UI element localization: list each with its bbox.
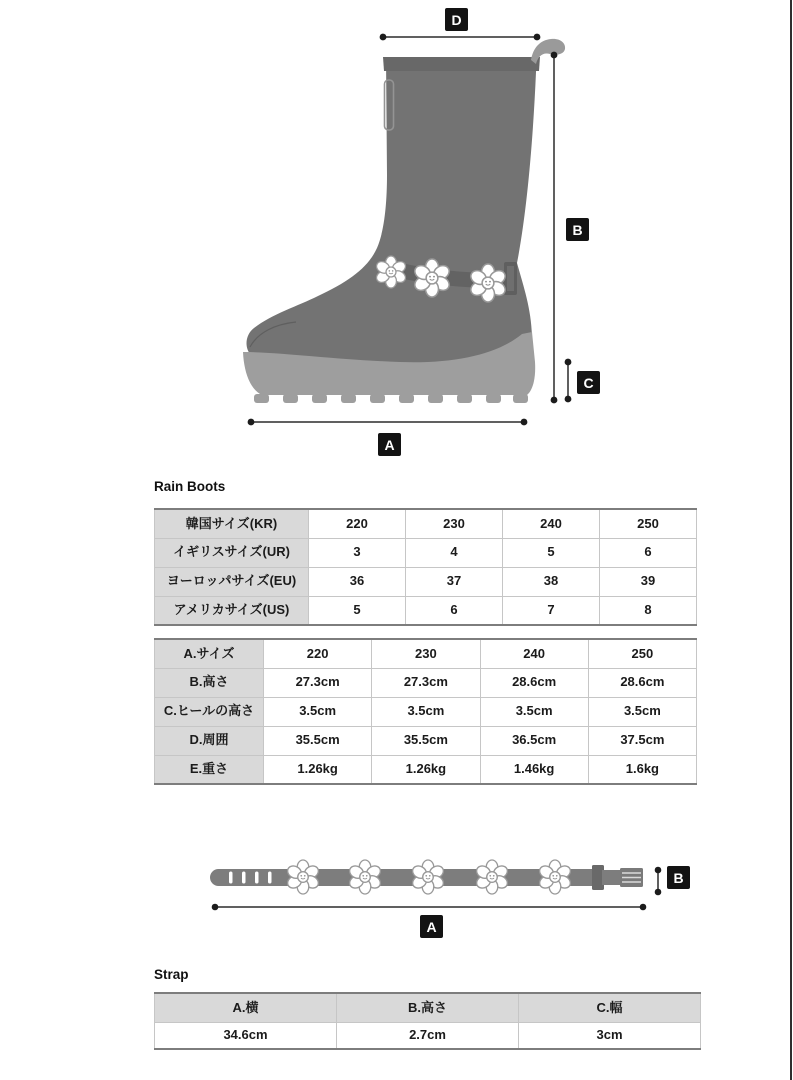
daisy-flower-icon [410, 860, 445, 894]
daisy-flower-icon [537, 860, 572, 894]
table-row [155, 1022, 701, 1049]
dim-label-b: B [566, 218, 589, 241]
column-header: C.幅 [519, 993, 701, 1022]
row-header: A.サイズ [155, 639, 264, 668]
dim-label-a: A [378, 433, 401, 456]
table-row [155, 538, 697, 567]
daisy-flower-icon [474, 860, 509, 894]
cell: 230 [372, 639, 480, 668]
cell: 1.26kg [372, 755, 480, 784]
table-row [155, 596, 697, 625]
cell: 28.6cm [588, 668, 696, 697]
rain-boots-section [154, 478, 697, 785]
cell: 37.5cm [588, 726, 696, 755]
table-header-row [155, 993, 701, 1022]
cell: 5 [503, 538, 600, 567]
cell: 250 [600, 509, 697, 538]
column-header: A.横 [155, 993, 337, 1022]
cell: 3cm [519, 1022, 701, 1049]
dim-label-strap-b: B [667, 866, 690, 889]
boot-upper [247, 57, 540, 367]
cell: 220 [264, 639, 372, 668]
table-row [155, 509, 697, 538]
row-header: B.高さ [155, 668, 264, 697]
row-header: D.周囲 [155, 726, 264, 755]
cell: 230 [406, 509, 503, 538]
cell: 35.5cm [264, 726, 372, 755]
row-header: C.ヒールの高さ [155, 697, 264, 726]
cell: 27.3cm [264, 668, 372, 697]
cell: 3.5cm [264, 697, 372, 726]
cell: 3.5cm [372, 697, 480, 726]
cell: 220 [309, 509, 406, 538]
cell: 6 [600, 538, 697, 567]
section-title-strap: Strap [154, 967, 189, 982]
cell: 8 [600, 596, 697, 625]
cell: 27.3cm [372, 668, 480, 697]
pull-tab-icon [531, 39, 565, 64]
boot-illustration [0, 0, 793, 470]
cell: 4 [406, 538, 503, 567]
cell: 34.6cm [155, 1022, 337, 1049]
cell: 36.5cm [480, 726, 588, 755]
row-header: 韓国サイズ(KR) [155, 509, 309, 538]
cell: 240 [480, 639, 588, 668]
cell: 2.7cm [337, 1022, 519, 1049]
column-header: B.高さ [337, 993, 519, 1022]
table-row [155, 567, 697, 596]
strap-measurements-table [154, 992, 701, 1050]
cell: 7 [503, 596, 600, 625]
strap-section [154, 966, 697, 1050]
strap-illustration [0, 840, 793, 960]
page-edge-line [790, 0, 792, 1080]
cell: 1.6kg [588, 755, 696, 784]
dim-label-strap-a: A [420, 915, 443, 938]
cell: 1.46kg [480, 755, 588, 784]
dim-label-c: C [577, 371, 600, 394]
row-header: E.重さ [155, 755, 264, 784]
cell: 6 [406, 596, 503, 625]
cell: 37 [406, 567, 503, 596]
cell: 28.6cm [480, 668, 588, 697]
dim-label-d: D [445, 8, 468, 31]
cell: 39 [600, 567, 697, 596]
cell: 38 [503, 567, 600, 596]
cell: 36 [309, 567, 406, 596]
sole-treads [254, 394, 528, 403]
cell: 3 [309, 538, 406, 567]
strap-buckle-end [620, 868, 643, 887]
boot-collar [383, 57, 540, 71]
table-row [155, 726, 697, 755]
cell: 240 [503, 509, 600, 538]
daisy-flower-icon [347, 860, 382, 894]
daisy-flower-icon [285, 860, 320, 894]
table-row [155, 668, 697, 697]
row-header: ヨーロッパサイズ(EU) [155, 567, 309, 596]
table-row [155, 639, 697, 668]
cell: 3.5cm [480, 697, 588, 726]
boot-measurements-table [154, 638, 697, 785]
cell: 35.5cm [372, 726, 480, 755]
table-row [155, 697, 697, 726]
cell: 5 [309, 596, 406, 625]
table-row [155, 755, 697, 784]
cell: 250 [588, 639, 696, 668]
size-conversion-table [154, 508, 697, 626]
section-title-rain-boots: Rain Boots [154, 479, 226, 494]
cell: 1.26kg [264, 755, 372, 784]
row-header: アメリカサイズ(US) [155, 596, 309, 625]
cell: 3.5cm [588, 697, 696, 726]
row-header: イギリスサイズ(UR) [155, 538, 309, 567]
